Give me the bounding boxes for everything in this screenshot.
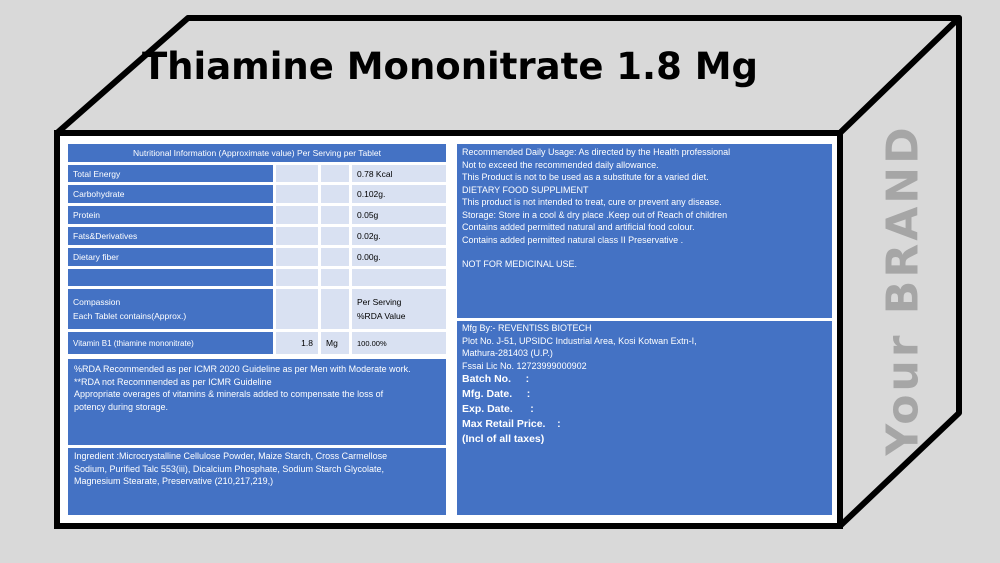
manufacturer-line: Plot No. J-51, UPSIDC Industrial Area, Kosi Kotwan Extn-I, [462, 335, 697, 346]
ingredient-line: Magnesium Stearate, Preservative (210,217,219,) [74, 476, 274, 486]
tax-note: (Incl of all taxes) [462, 433, 545, 445]
rda-value-label: %RDA Value [357, 311, 406, 321]
batch-field: Batch No. : [462, 373, 530, 385]
ingredient-line: Ingredient :Microcrystalline Cellulose Powder, Maize Starch, Cross Carmellose [74, 451, 388, 461]
composition-header [68, 289, 273, 329]
rda-note: **RDA not Recommended as per ICMR Guideline [74, 376, 272, 387]
vitamin-name: Vitamin B1 (thiamine mononitrate) [68, 332, 273, 354]
manufacturer-line: Fssai Lic No. 12723999000902 [462, 360, 587, 371]
nutrition-row-value: 0.02g. [352, 227, 446, 245]
compassion-label: Compassion [73, 297, 121, 307]
nutrition-header: Nutritional Information (Approximate value) Per Serving per Tablet [68, 144, 446, 162]
usage-line: This product is not intended to treat, cure or prevent any disease. [462, 197, 722, 207]
usage-line: Contains added permitted natural class II Preservative . [462, 234, 684, 245]
usage-line: DIETARY FOOD SUPPLIMENT [462, 184, 589, 195]
nutrition-row-label: Carbohydrate [68, 185, 273, 203]
rda-note: Appropriate overages of vitamins & minerals added to compensate the loss of [74, 389, 384, 399]
manufacturer-line: Mfg By:- REVENTISS BIOTECH [462, 323, 592, 333]
nutrition-table [68, 144, 446, 354]
exp-date-field: Exp. Date. : [462, 403, 534, 415]
each-tablet-label: Each Tablet contains(Approx.) [73, 311, 187, 321]
nutrition-row-label: Fats&Derivatives [68, 227, 273, 245]
nutrition-row-label: Total Energy [68, 165, 273, 182]
manufacturer-panel [457, 321, 832, 515]
nutrition-row-value: 0.05g [352, 206, 446, 224]
usage-line: Recommended Daily Usage: As directed by the Health professional [462, 147, 731, 157]
rda-notes-panel [68, 359, 446, 445]
usage-line: This Product is not to be used as a substitute for a varied diet. [462, 172, 709, 182]
manufacturer-line: Mathura-281403 (U.P.) [462, 348, 553, 358]
usage-line: Storage: Store in a cool & dry place .Keep out of Reach of children [462, 209, 728, 220]
rda-note: potency during storage. [74, 401, 169, 412]
nutrition-row-value: 0.00g. [352, 248, 446, 266]
usage-line: Contains added permitted natural and artificial food colour. [462, 222, 695, 232]
vitamin-unit: Mg [321, 332, 349, 354]
brand-side-text: Your BRAND [877, 124, 929, 456]
ingredients-panel [68, 448, 446, 515]
usage-panel [457, 144, 832, 318]
ingredient-line: Sodium, Purified Talc 553(iii), Dicalcium Phosphate, Sodium Starch Glycolate, [74, 463, 384, 474]
per-serving-label: Per Serving [357, 297, 402, 307]
nutrition-row-label: Dietary fiber [68, 248, 273, 266]
usage-line: Not to exceed the recommended daily allowance. [462, 159, 659, 170]
mrp-field: Max Retail Price. : [462, 418, 561, 430]
product-title: Thiamine Mononitrate 1.8 Mg [141, 45, 759, 88]
rda-note: %RDA Recommended as per ICMR 2020 Guideline as per Men with Moderate work. [74, 364, 411, 374]
nutrition-row-value: 0.102g. [352, 185, 446, 203]
vitamin-rda: 100.00% [352, 332, 446, 354]
nutrition-row-value: 0.78 Kcal [352, 165, 446, 182]
vitamin-amount: 1.8 [276, 332, 318, 354]
mfg-date-field: Mfg. Date. : [462, 388, 531, 400]
nutrition-row-label: Protein [68, 206, 273, 224]
not-medicinal-label: NOT FOR MEDICINAL USE. [462, 259, 578, 269]
